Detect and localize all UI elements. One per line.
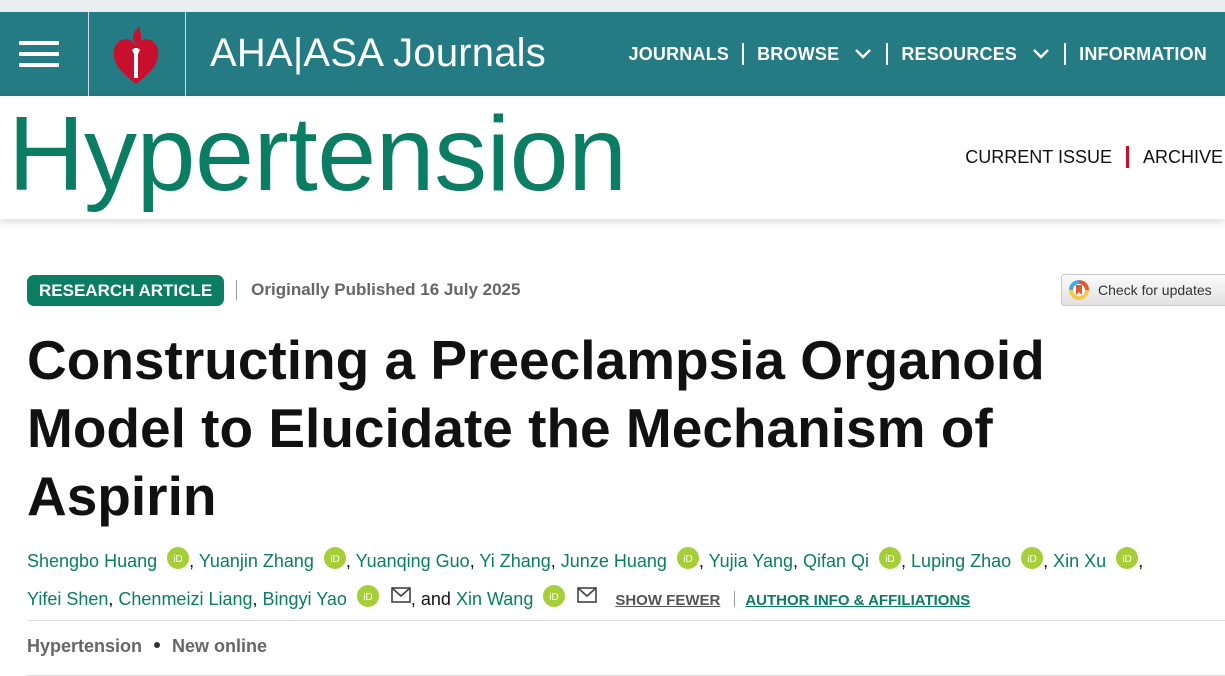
author-separator: , bbox=[469, 551, 480, 571]
nav-information[interactable]: INFORMATION bbox=[1079, 43, 1207, 64]
nav-resources[interactable]: RESOURCES bbox=[901, 43, 1018, 64]
article-title: Constructing a Preeclampsia Organoid Model to Elucidate the Mechanism of Aspirin bbox=[27, 329, 1045, 527]
mail-icon[interactable] bbox=[391, 587, 411, 603]
issue-nav bbox=[965, 146, 1223, 168]
publication-date: Originally Published 16 July 2025 bbox=[251, 280, 521, 299]
author-separator: , bbox=[792, 551, 803, 571]
journal-title[interactable]: Hypertension bbox=[8, 95, 627, 213]
nav-divider bbox=[88, 12, 89, 96]
svg-text:iD: iD bbox=[1027, 554, 1037, 565]
hamburger-menu-button[interactable] bbox=[0, 12, 88, 96]
divider bbox=[27, 620, 1225, 621]
author-separator: , bbox=[345, 551, 356, 571]
chevron-down-icon[interactable] bbox=[853, 44, 873, 64]
nav-separator bbox=[742, 43, 744, 65]
author-link[interactable]: Qifan Qi bbox=[803, 551, 870, 571]
show-fewer-button[interactable]: SHOW FEWER bbox=[615, 592, 721, 609]
author-link[interactable]: Yifei Shen bbox=[27, 589, 109, 609]
orcid-icon[interactable] bbox=[324, 547, 346, 569]
author-link[interactable]: Bingyi Yao bbox=[262, 589, 347, 609]
bullet-dot bbox=[154, 642, 160, 648]
author-link[interactable]: Yuanqing Guo bbox=[355, 551, 470, 571]
author-link[interactable]: Chenmeizi Liang bbox=[118, 589, 253, 609]
browser-top-strip bbox=[0, 0, 1225, 12]
author-line-1 bbox=[27, 542, 1217, 580]
author-link[interactable]: Yuanjin Zhang bbox=[198, 551, 314, 571]
author-separator: , bbox=[698, 551, 709, 571]
svg-text:iD: iD bbox=[549, 592, 560, 603]
nav-divider bbox=[185, 12, 186, 96]
author-separator: , bbox=[1138, 551, 1144, 571]
site-navbar bbox=[0, 12, 1225, 96]
orcid-icon[interactable] bbox=[357, 585, 379, 607]
publication-status: New online bbox=[172, 636, 268, 656]
orcid-icon[interactable] bbox=[167, 547, 189, 569]
check-for-updates-button[interactable] bbox=[1061, 274, 1225, 306]
journal-name[interactable]: Hypertension bbox=[27, 636, 143, 656]
hamburger-icon bbox=[19, 41, 59, 45]
author-info-affiliations-link[interactable]: AUTHOR INFO & AFFILIATIONS bbox=[745, 592, 971, 609]
hamburger-icon-bar bbox=[19, 63, 59, 67]
nav-browse[interactable]: BROWSE bbox=[757, 43, 840, 64]
author-separator: , bbox=[189, 551, 199, 571]
orcid-icon[interactable] bbox=[879, 547, 901, 569]
aha-heart-torch-logo[interactable] bbox=[106, 24, 166, 88]
author-separator: , and bbox=[410, 589, 456, 609]
svg-text:iD: iD bbox=[683, 554, 693, 565]
issue-nav-separator bbox=[1126, 146, 1129, 168]
author-separator: , bbox=[550, 551, 561, 571]
author-separator: , bbox=[252, 589, 263, 609]
author-info-separator bbox=[734, 591, 735, 607]
orcid-icon[interactable] bbox=[677, 547, 699, 569]
author-link[interactable]: Junze Huang bbox=[560, 551, 667, 571]
meta-separator bbox=[236, 280, 237, 300]
orcid-icon[interactable] bbox=[1116, 547, 1138, 569]
article-type-badge: RESEARCH ARTICLE bbox=[27, 275, 224, 306]
archive-link[interactable]: ARCHIVE bbox=[1142, 146, 1223, 167]
nav-separator bbox=[1064, 43, 1066, 65]
svg-text:iD: iD bbox=[885, 554, 895, 565]
author-link[interactable]: Xin Xu bbox=[1053, 551, 1107, 571]
nav-separator bbox=[886, 43, 888, 65]
orcid-icon[interactable] bbox=[543, 585, 565, 607]
hamburger-icon-bar bbox=[19, 52, 59, 56]
author-separator: , bbox=[901, 551, 912, 571]
article-meta-row bbox=[27, 274, 520, 306]
author-separator: , bbox=[1043, 551, 1054, 571]
author-separator: , bbox=[108, 589, 119, 609]
svg-text:iD: iD bbox=[1122, 554, 1132, 565]
check-for-updates-label: Check for updates bbox=[1098, 282, 1212, 298]
author-link[interactable]: Yi Zhang bbox=[479, 551, 551, 571]
author-link[interactable]: Luping Zhao bbox=[911, 551, 1012, 571]
publication-info-row bbox=[27, 636, 267, 657]
author-link[interactable]: Xin Wang bbox=[455, 589, 534, 609]
svg-text:iD: iD bbox=[173, 554, 183, 565]
author-link[interactable]: Shengbo Huang bbox=[27, 551, 158, 571]
site-brand[interactable]: AHA|ASA Journals bbox=[210, 31, 546, 75]
author-line-2 bbox=[27, 580, 1217, 620]
journal-header bbox=[0, 96, 1225, 219]
crossmark-icon bbox=[1068, 279, 1090, 301]
author-list bbox=[27, 542, 1217, 620]
chevron-down-icon[interactable] bbox=[1031, 44, 1051, 64]
nav-journals[interactable]: JOURNALS bbox=[628, 43, 730, 64]
mail-icon[interactable] bbox=[577, 587, 597, 603]
svg-text:iD: iD bbox=[363, 592, 373, 603]
author-link[interactable]: Yujia Yang bbox=[708, 551, 793, 571]
orcid-icon[interactable] bbox=[1021, 547, 1043, 569]
current-issue-link[interactable]: CURRENT ISSUE bbox=[965, 146, 1112, 167]
svg-text:iD: iD bbox=[330, 554, 340, 565]
top-nav bbox=[629, 12, 1208, 96]
